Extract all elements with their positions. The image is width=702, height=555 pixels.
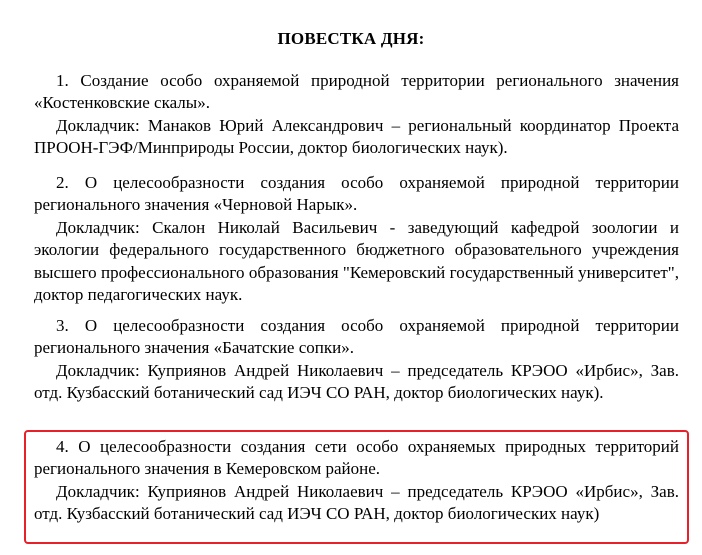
agenda-item-topic: 2. О целесообразности создания особо охраняемой природной территории регионального значения «Черновой Нарык». xyxy=(34,173,679,215)
agenda-item-topic: 4. О целесообразности создания сети особо охраняемых природных территорий регионального значения в Кемеровском районе. xyxy=(34,437,679,479)
agenda-item-speaker: Докладчик: Куприянов Андрей Николаевич – председатель КРЭОО «Ирбис», Зав. отд. Кузбасский ботанический сад ИЭЧ СО РАН, доктор биологических наук) xyxy=(34,481,679,524)
agenda-item-4 xyxy=(34,436,679,526)
agenda-title: ПОВЕСТКА ДНЯ: xyxy=(277,29,425,48)
agenda-item-topic: 3. О целесообразности создания особо охраняемой природной территории регионального значения «Бачатские сопки». xyxy=(34,316,679,358)
agenda-item-speaker: Докладчик: Куприянов Андрей Николаевич – председатель КРЭОО «Ирбис», Зав. отд. Кузбасский ботанический сад ИЭЧ СО РАН, доктор биологических наук). xyxy=(34,360,679,403)
agenda-item-topic: 1. Создание особо охраняемой природной территории регионального значения «Костенковские скалы». xyxy=(34,71,679,113)
agenda-item-2 xyxy=(34,172,679,306)
agenda-item-3 xyxy=(34,315,679,405)
agenda-item-speaker: Докладчик: Манаков Юрий Александрович – региональный координатор Проекта ПРООН-ГЭФ/Минприроды России, доктор биологических наук). xyxy=(34,115,679,158)
agenda-item-1 xyxy=(34,70,679,160)
agenda-item-speaker: Докладчик: Скалон Николай Васильевич - заведующий кафедрой зоологии и экологии федерального государственного бюджетного образовательного учреждения высшего профессионального образования "Кемеровский государственный университет", доктор педагогических наук. xyxy=(34,217,679,305)
